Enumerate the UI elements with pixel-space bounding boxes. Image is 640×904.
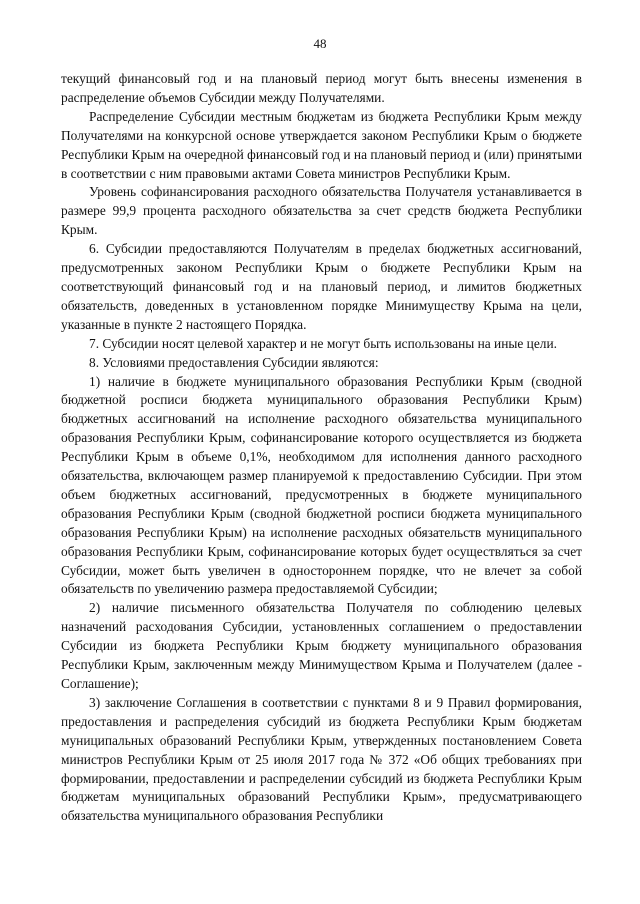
paragraph-item-7: 7. Субсидии носят целевой характер и не могут быть использованы на иные цели.: [89, 335, 557, 351]
paragraph-item-8: 8. Условиями предоставления Субсидии являются:: [89, 354, 379, 370]
paragraph-condition-3: 3) заключение Соглашения в соответствии с пунктами 8 и 9 Правил формирования, предоставления и распределения субсидий из бюджета Республики Крым бюджетам муниципальных образований Республики Крым, утвержденных постановлением Совета министров Республики Крым от 25 июля 2017 года № 372 «Об общих требованиях при формировании, предоставлении и распределении субсидий из бюджета Республики Крым бюджетам муниципальных образований Республики Крым», предусматривающего обязательства муниципального образования Республики: [61, 694, 582, 824]
paragraph-cofinancing-level: Уровень софинансирования расходного обязательства Получателя устанавливается в размере 99,9 процента расходного обязательства за счет средств бюджета Республики Крым.: [61, 184, 582, 238]
document-body: [61, 70, 582, 826]
paragraph-continuation: текущий финансовый год и на плановый период могут быть внесены изменения в распределение объемов Субсидии между Получателями.: [61, 71, 582, 105]
paragraph-distribution: Распределение Субсидии местным бюджетам из бюджета Республики Крым между Получателями на конкурсной основе утверждается законом Республики Крым о бюджете Республики Крым на очередной финансовый год и на плановый период и (или) принятыми в соответствии с ним правовыми актами Совета министров Республики Крым.: [61, 108, 582, 181]
paragraph-condition-1: 1) наличие в бюджете муниципального образования Республики Крым (сводной бюджетной росписи бюджета муниципального образования Республики Крым) бюджетных ассигнований на исполнение расходного обязательства муниципального образования Республики Крым, софинансирование которого осуществляется из бюджета Республики Крым в объеме 0,1%, необходимом для исполнения данного расходного обязательства, включающем размер планируемой к предоставлению Субсидии. При этом объем бюджетных ассигнований, предусмотренных в бюджете муниципального образования Республики Крым (сводной бюджетной росписи бюджета муниципального образования Республики Крым) на исполнение расходных обязательств муниципального образования Республики Крым, софинансирование которых будет осуществляться за счет Субсидии, может быть увеличен в одностороннем порядке, что не влечет за собой обязательств по увеличению размера предоставляемой Субсидии;: [61, 373, 582, 597]
paragraph-condition-2: 2) наличие письменного обязательства Получателя по соблюдению целевых назначений расходования Субсидии, установленных соглашением о предоставлении Субсидии из бюджета Республики Крым бюджету муниципального образования Республики Крым, заключенным между Минимуществом Крыма и Получателем (далее - Соглашение);: [61, 600, 582, 691]
page-number: 48: [313, 36, 327, 51]
paragraph-item-6: 6. Субсидии предоставляются Получателям в пределах бюджетных ассигнований, предусмотренных законом Республики Крым о бюджете Республики Крым на соответствующий финансовый год и на плановый период, и лимитов бюджетных обязательств, доведенных в установленном порядке Минимуществу Крыма на цели, указанные в пункте 2 настоящего Порядка.: [61, 241, 582, 332]
